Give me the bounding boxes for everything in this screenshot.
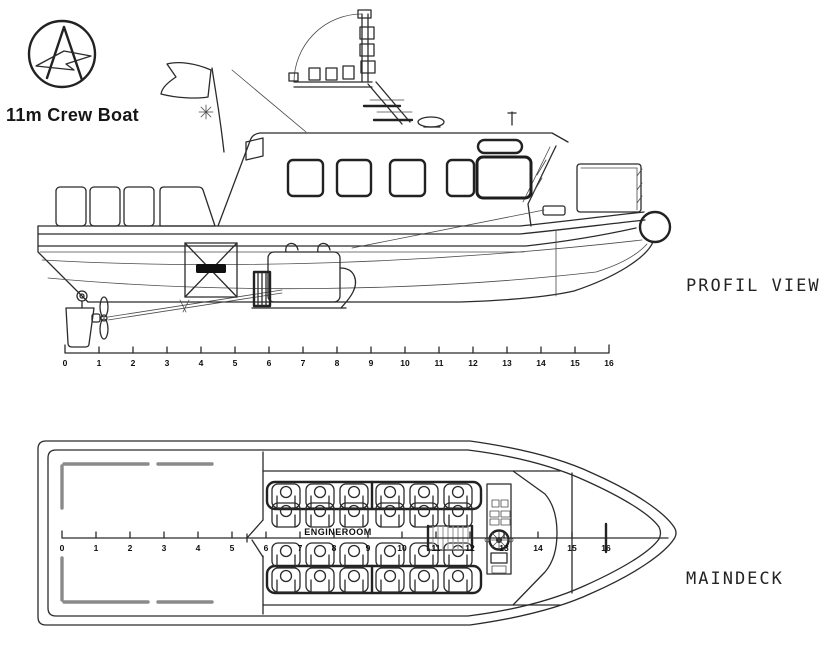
station-label: 7 xyxy=(300,358,306,368)
station-label: 0 xyxy=(59,543,65,553)
bow-windscreen xyxy=(577,164,641,212)
cabin-window xyxy=(447,160,474,196)
seat xyxy=(444,484,472,508)
seat xyxy=(306,484,334,508)
station-label: 1 xyxy=(96,358,102,368)
station-label: 11 xyxy=(431,543,441,553)
bollard xyxy=(543,206,565,215)
nav-light xyxy=(309,68,320,80)
drawing-title: 11m Crew Boat xyxy=(6,105,139,125)
foredeck xyxy=(352,164,642,296)
station-label: 11 xyxy=(434,358,444,368)
station-label: 7 xyxy=(297,543,303,553)
seat xyxy=(340,503,368,527)
seat xyxy=(444,568,472,592)
rudder xyxy=(66,291,94,347)
station-label: 12 xyxy=(468,358,478,368)
nav-light-housing xyxy=(478,140,522,153)
maindeck-view xyxy=(38,441,676,625)
seat xyxy=(410,568,438,592)
seat xyxy=(340,568,368,592)
cabin-aft-bulkhead xyxy=(247,452,263,614)
mast xyxy=(232,10,412,132)
nav-light xyxy=(343,66,354,79)
station-label: 3 xyxy=(164,358,170,368)
station-label: 9 xyxy=(365,543,371,553)
station-label: 6 xyxy=(263,543,269,553)
company-logo-icon xyxy=(29,21,95,87)
profile-station-ruler xyxy=(63,345,614,368)
nav-light xyxy=(326,68,337,80)
maindeck-caption: MAINDECK xyxy=(686,569,784,589)
seat xyxy=(376,568,404,592)
engine xyxy=(252,243,355,308)
wheelhouse-window xyxy=(477,157,531,198)
antenna-icon xyxy=(508,112,516,125)
station-label: 14 xyxy=(533,543,543,553)
flag xyxy=(161,63,224,152)
seat xyxy=(272,503,300,527)
station-label: 16 xyxy=(601,543,611,553)
station-label: 8 xyxy=(334,358,340,368)
logo-swoosh xyxy=(36,51,91,70)
station-label: 10 xyxy=(397,543,407,553)
seat xyxy=(272,484,300,508)
mast-folding-arc xyxy=(294,14,362,82)
helm-console xyxy=(485,484,513,574)
aft-bench-seats xyxy=(59,464,212,602)
station-label: 16 xyxy=(604,358,614,368)
station-label: 12 xyxy=(465,543,475,553)
station-label: 1 xyxy=(93,543,99,553)
tank-label-bar xyxy=(196,264,226,273)
seat xyxy=(410,503,438,527)
station-label: 2 xyxy=(127,543,133,553)
station-label: 3 xyxy=(161,543,167,553)
seat xyxy=(272,543,300,567)
seat xyxy=(410,484,438,508)
aft-deck-seats xyxy=(56,187,215,226)
seat xyxy=(306,503,334,527)
station-label: 2 xyxy=(130,358,136,368)
profile-view-caption: PROFIL VIEW xyxy=(686,276,821,296)
station-label: 9 xyxy=(368,358,374,368)
seat xyxy=(306,568,334,592)
seat xyxy=(376,503,404,527)
cabin-window xyxy=(390,160,425,196)
radar-dome-icon xyxy=(418,117,444,127)
station-label: 13 xyxy=(502,358,512,368)
profile-view xyxy=(38,10,670,368)
propeller xyxy=(92,297,108,339)
seat xyxy=(340,484,368,508)
station-label: 5 xyxy=(232,358,238,368)
bow-fender xyxy=(640,212,670,242)
seat xyxy=(376,484,404,508)
cabin-window xyxy=(337,160,371,196)
station-label: 10 xyxy=(400,358,410,368)
station-label: 4 xyxy=(198,358,204,368)
station-label: 6 xyxy=(266,358,272,368)
station-label: 8 xyxy=(331,543,337,553)
station-label: 4 xyxy=(195,543,201,553)
light-star-icon xyxy=(199,105,213,119)
seat xyxy=(444,503,472,527)
tank-box xyxy=(185,243,237,297)
superstructure xyxy=(218,112,568,226)
station-label: 15 xyxy=(567,543,577,553)
station-label: 0 xyxy=(62,358,68,368)
seat xyxy=(340,543,368,567)
cabin-window xyxy=(288,160,323,196)
station-label: 14 xyxy=(536,358,546,368)
seat xyxy=(272,568,300,592)
engine-room-label: ENGINEROOM xyxy=(304,527,372,537)
seat xyxy=(306,543,334,567)
station-label: 13 xyxy=(499,543,509,553)
station-label: 15 xyxy=(570,358,580,368)
station-label: 5 xyxy=(229,543,235,553)
